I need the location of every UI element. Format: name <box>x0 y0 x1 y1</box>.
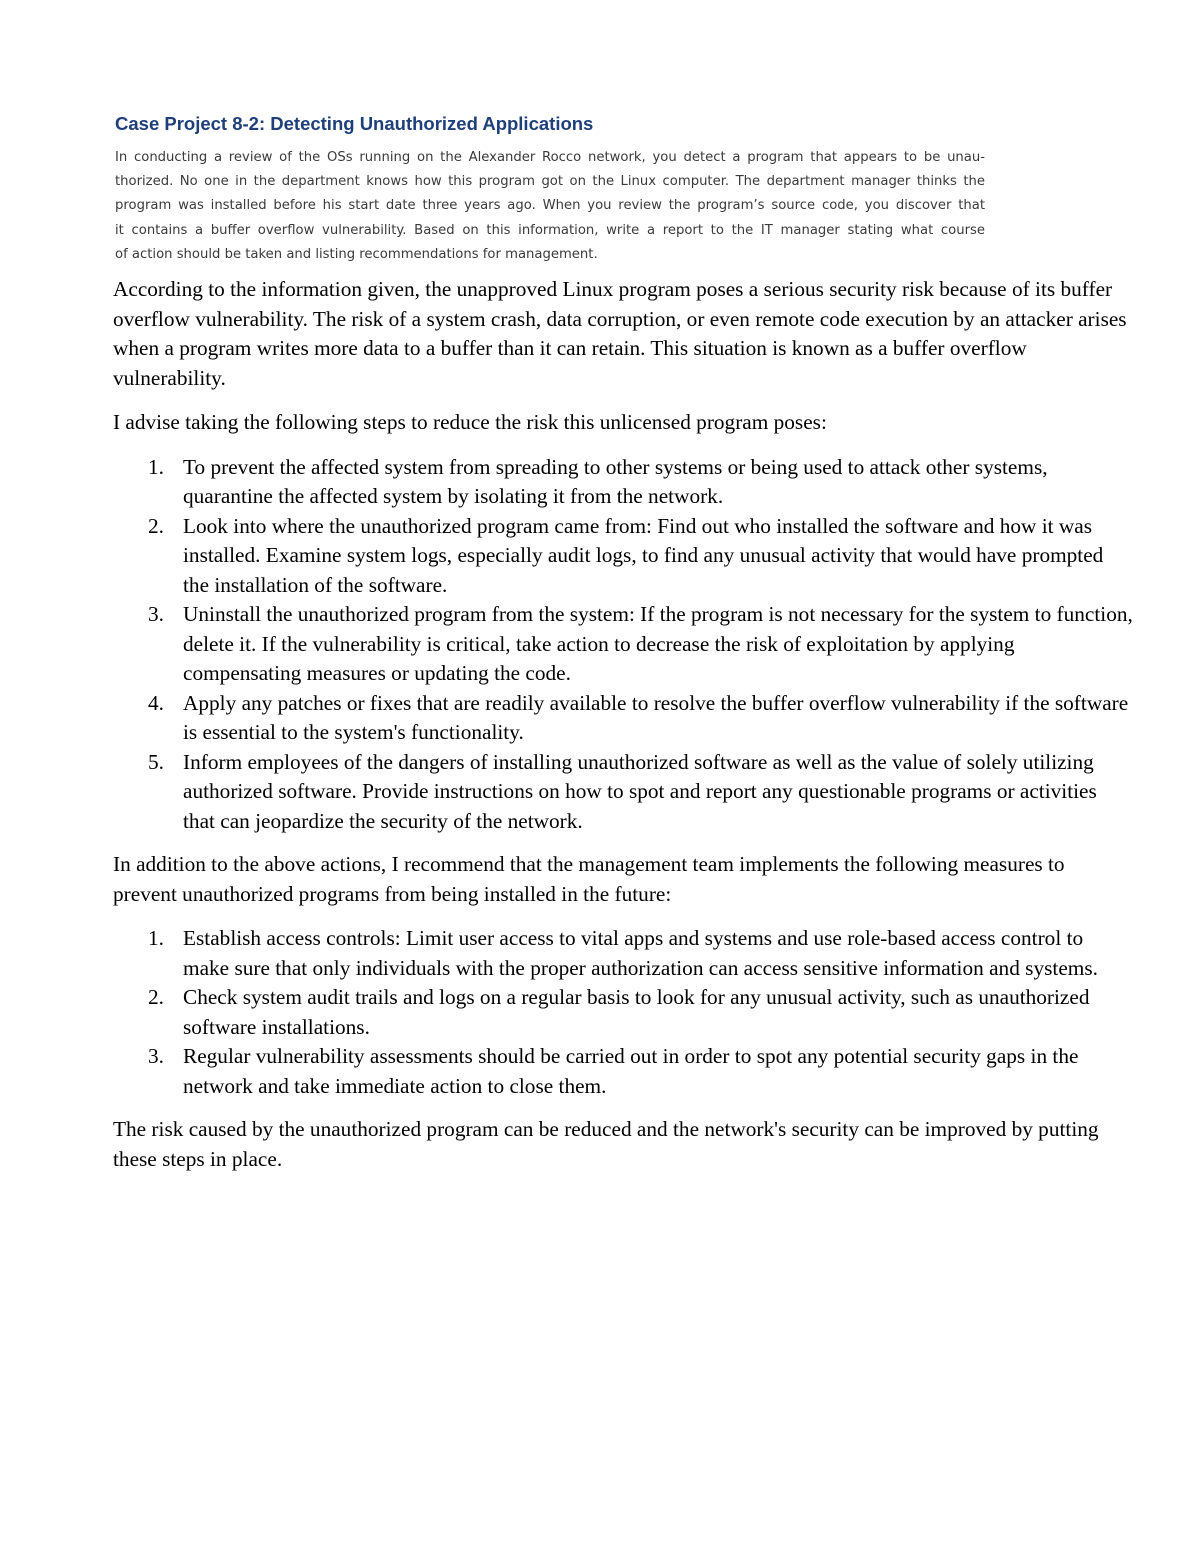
case-project-title: Case Project 8-2: Detecting Unauthorized Applications <box>115 113 594 134</box>
list-item-text: Regular vulnerability assessments should be carried out in order to spot any potential security gaps in the network and take immediate action to close them. <box>183 1044 1079 1098</box>
list-item <box>113 1042 1133 1101</box>
case-project-description <box>115 146 985 267</box>
list-item-text: Check system audit trails and logs on a regular basis to look for any unusual activity, such as unauthorized software installations. <box>183 985 1090 1039</box>
list-item-text: To prevent the affected system from spreading to other systems or being used to attack other systems, quarantine the affected system by isolating it from the network. <box>183 454 1048 508</box>
excerpt-line: of action should be taken and listing recommendations for management. <box>115 246 598 262</box>
list-item-number: 1. <box>148 926 164 950</box>
list-item-number: 2. <box>148 985 164 1009</box>
measures-lead-paragraph: In addition to the above actions, I recommend that the management team implements the following measures to prevent unauthorized programs from being installed in the future: <box>113 852 1065 906</box>
list-item-number: 1. <box>148 454 164 479</box>
list-item-number: 3. <box>148 602 164 626</box>
excerpt-line: it contains a buffer overflow vulnerability. Based on this information, write a report to the IT manager stating what course <box>115 222 985 238</box>
list-item <box>113 924 1133 983</box>
list-item-text: Look into where the unauthorized program came from: Find out who installed the software and how it was installed. Examine system logs, especially audit logs, to find any unusual activity that would have prompted the installation of the software. <box>183 513 1104 597</box>
list-item <box>113 748 1133 837</box>
list-item-number: 2. <box>148 513 164 538</box>
conclusion-paragraph: The risk caused by the unauthorized program can be reduced and the network's security can be improved by putting these steps in place. <box>113 1117 1099 1171</box>
excerpt-line: thorized. No one in the department knows how this program got on the Linux computer. The department manager thinks the <box>115 174 985 190</box>
list-item-number: 5. <box>148 749 164 774</box>
list-item <box>113 689 1133 748</box>
essay-body <box>113 275 1133 1189</box>
list-item <box>113 512 1133 601</box>
list-item-text: Uninstall the unauthorized program from the system: If the program is not necessary for the system to function, delete it. If the vulnerability is critical, take action to decrease the risk of exploitation by applying compensating measures or updating the code. <box>183 602 1133 685</box>
measures-list <box>113 924 1133 1101</box>
list-item <box>113 983 1133 1042</box>
list-item <box>113 600 1133 689</box>
steps-list <box>113 453 1133 837</box>
intro-paragraph: According to the information given, the unapproved Linux program poses a serious security risk because of its buffer overflow vulnerability. The risk of a system crash, data corruption, or even remote code execution by an attacker arises when a program writes more data to a buffer than it can retain. This situation is known as a buffer overflow vulnerability. <box>113 277 1127 390</box>
steps-lead-paragraph: I advise taking the following steps to reduce the risk this unlicensed program poses: <box>113 410 827 434</box>
list-item-number: 3. <box>148 1044 164 1068</box>
list-item-text: Establish access controls: Limit user access to vital apps and systems and use role-based access control to make sure that only individuals with the proper authorization can access sensitive information and systems. <box>183 926 1098 980</box>
list-item-text: Inform employees of the dangers of installing unauthorized software as well as the value of solely utilizing authorized software. Provide instructions on how to spot and report any questionable programs or activities that can jeopardize the security of the network. <box>183 749 1097 833</box>
excerpt-line: In conducting a review of the OSs running on the Alexander Rocco network, you detect a program that appears to be unau- <box>115 150 985 165</box>
excerpt-line: program was installed before his start date three years ago. When you review the program’s source code, you discover that <box>115 198 985 214</box>
case-project-excerpt <box>115 112 985 267</box>
list-item-text: Apply any patches or fixes that are readily available to resolve the buffer overflow vulnerability if the software is essential to the system's functionality. <box>183 690 1129 744</box>
list-item-number: 4. <box>148 690 164 715</box>
list-item <box>113 453 1133 512</box>
